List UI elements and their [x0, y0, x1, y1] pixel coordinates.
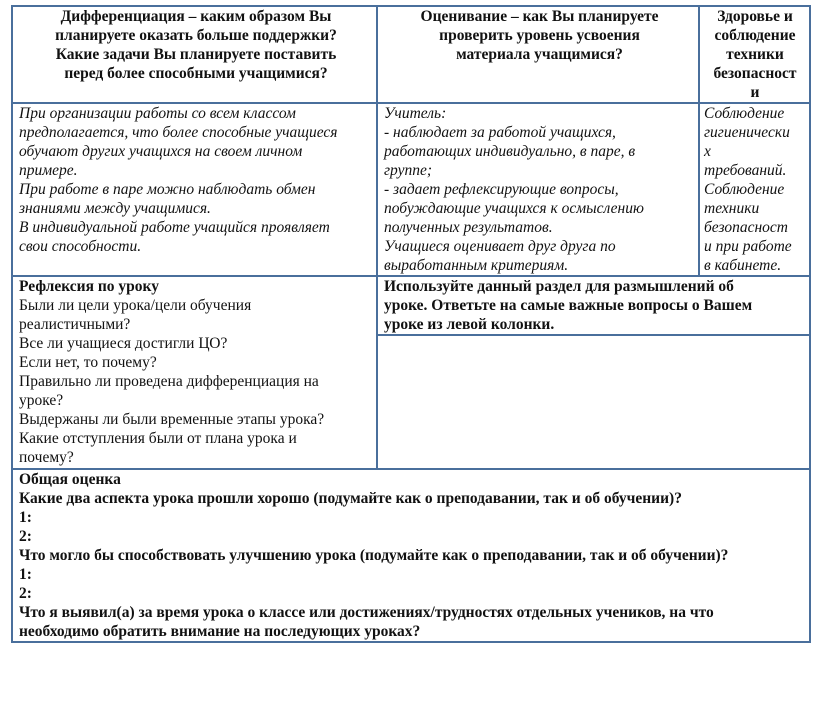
text-line: Соблюдение — [704, 105, 785, 122]
text-line: безопасност — [704, 219, 788, 236]
lesson-plan-document — [11, 5, 809, 643]
text-line: В индивидуальной работе учащийся проявляет — [19, 219, 330, 236]
assessment-cell — [377, 103, 699, 276]
text-line: 2: — [19, 528, 32, 545]
text-line: свои способности. — [19, 238, 142, 255]
text-line: При организации работы со всем классом — [19, 105, 296, 122]
summary-title: Общая оценка — [19, 471, 121, 488]
text-line: Учитель: — [384, 105, 447, 122]
header-assessment — [377, 6, 699, 103]
text-line: требований. — [704, 162, 787, 179]
health-safety-cell — [699, 103, 810, 276]
text-line: уроке. Ответьте на самые важные вопросы о Вашем — [384, 297, 753, 314]
reflection-instruction-cell — [377, 276, 810, 335]
text-line: Какие два аспекта урока прошли хорошо (подумайте как о преподавании, так и об обучении)? — [19, 490, 682, 507]
header-line: безопасност — [713, 65, 797, 82]
text-line: необходимо обратить внимание на последующих уроках? — [19, 623, 421, 640]
summary-cell — [12, 469, 810, 642]
summary-row — [12, 469, 810, 642]
text-line: гигиенически — [704, 124, 790, 141]
text-line: Выдержаны ли были временные этапы урока? — [19, 411, 325, 428]
text-line: Все ли учащиеся достигли ЦО? — [19, 335, 228, 352]
header-line: техники — [726, 46, 784, 63]
header-line: Здоровье и — [717, 8, 793, 25]
header-differentiation — [12, 6, 377, 103]
text-line: Учащиеся оценивает друг друга по — [384, 238, 616, 255]
text-line: уроке? — [19, 392, 64, 409]
text-line: почему? — [19, 449, 74, 466]
reflection-row-1 — [12, 276, 810, 335]
text-line: техники — [704, 200, 760, 217]
header-line: Дифференциация – каким образом Вы — [60, 8, 332, 25]
header-health-safety — [699, 6, 810, 103]
text-line: предполагается, что более способные учащиеся — [19, 124, 338, 141]
differentiation-cell — [12, 103, 377, 276]
text-line: Соблюдение — [704, 181, 785, 198]
text-line: Используйте данный раздел для размышлений об — [384, 278, 734, 295]
text-line: группе; — [384, 162, 433, 179]
header-line: проверить уровень усвоения — [439, 27, 640, 44]
text-line: Правильно ли проведена дифференциация на — [19, 373, 319, 390]
text-line: х — [704, 143, 711, 160]
text-line: Были ли цели урока/цели обучения — [19, 297, 252, 314]
text-line: в кабинете. — [704, 257, 782, 274]
text-line: и при работе — [704, 238, 792, 255]
text-line: Что могло бы способствовать улучшению урока (подумайте как о преподавании, так и об обучении)? — [19, 547, 729, 564]
header-line: планируете оказать больше поддержки? — [55, 27, 337, 44]
text-line: уроке из левой колонки. — [384, 316, 555, 333]
lesson-plan-table — [11, 5, 811, 643]
reflection-answer-cell[interactable] — [377, 335, 810, 469]
header-line: перед более способными учащимися? — [64, 65, 328, 82]
text-line: Если нет, то почему? — [19, 354, 157, 371]
text-line: Какие отступления были от плана урока и — [19, 430, 297, 447]
text-line: обучают других учащихся на своем личном — [19, 143, 303, 160]
text-line: При работе в паре можно наблюдать обмен — [19, 181, 316, 198]
header-row — [12, 6, 810, 103]
text-line: 1: — [19, 566, 32, 583]
reflection-title: Рефлексия по уроку — [19, 278, 159, 295]
text-line: - наблюдает за работой учащихся, — [384, 124, 616, 141]
text-line: 2: — [19, 585, 32, 602]
text-line: полученных результатов. — [384, 219, 553, 236]
text-line: побуждающие учащихся к осмыслению — [384, 200, 644, 217]
reflection-questions-cell — [12, 276, 377, 469]
header-line: Какие задачи Вы планируете поставить — [55, 46, 337, 63]
header-line: Оценивание – как Вы планируете — [420, 8, 659, 25]
header-line: и — [750, 84, 760, 101]
text-line: реалистичными? — [19, 316, 131, 333]
text-line: Что я выявил(а) за время урока о классе или достижениях/трудностях отдельных учеников, на что — [19, 604, 714, 621]
text-line: выработанным критериям. — [384, 257, 569, 274]
header-line: материала учащимися? — [456, 46, 623, 63]
header-line: соблюдение — [714, 27, 796, 44]
text-line: работающих индивидуально, в паре, в — [384, 143, 636, 160]
content-row — [12, 103, 810, 276]
text-line: знаниями между учащимися. — [19, 200, 211, 217]
text-line: примере. — [19, 162, 78, 179]
text-line: - задает рефлексирующие вопросы, — [384, 181, 619, 198]
text-line: 1: — [19, 509, 32, 526]
